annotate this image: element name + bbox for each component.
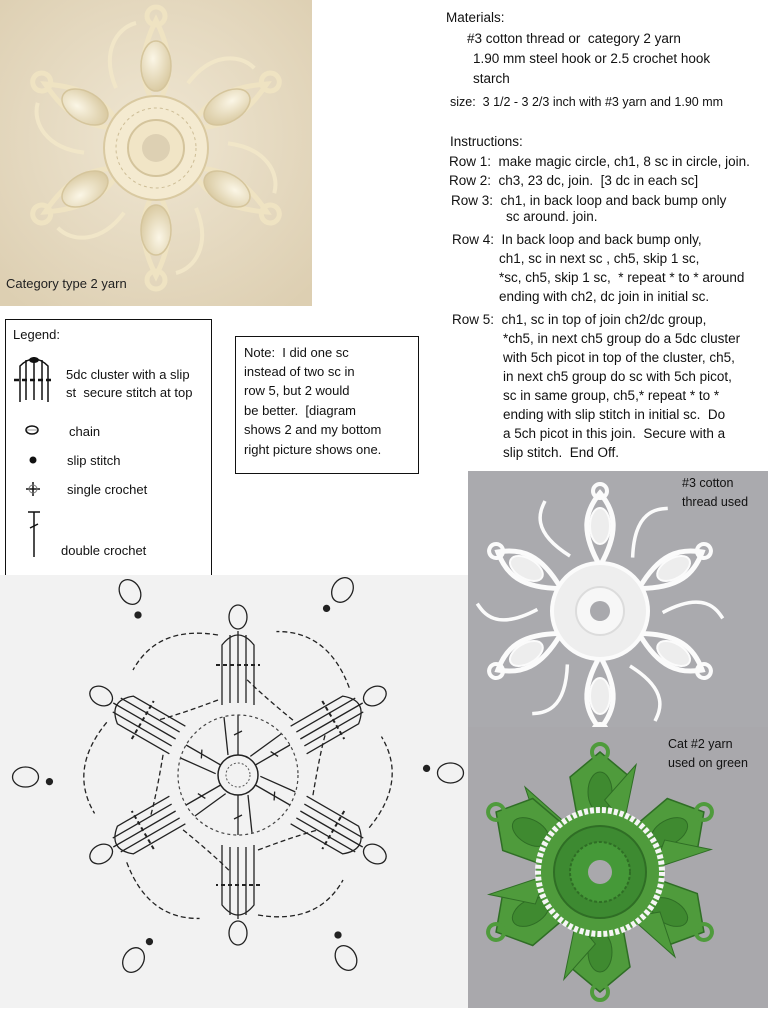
note-line: right picture shows one. [244,442,382,457]
legend-cluster-label: st secure stitch at top [66,385,193,400]
note-line: be better. [diagram [244,403,357,418]
row-5: Row 5: ch1, sc in top of join ch2/dc group, [452,312,707,327]
white-photo-caption: #3 cotton [682,476,734,490]
legend-symbols [12,352,56,582]
legend-cluster-label: 5dc cluster with a slip [66,367,190,382]
slip-stitch-icon [30,457,37,464]
legend-single-label: single crochet [67,482,148,497]
row-5-cont: ending with slip stitch in initial sc. Do [503,407,726,422]
cream-snowflake-photo [0,0,312,306]
materials-heading: Materials: [446,10,505,25]
instructions-heading: Instructions: [450,134,523,149]
row-1: Row 1: make magic circle, ch1, 8 sc in circle, join. [449,154,750,169]
row-2: Row 2: ch3, 23 dc, join. [3 dc in each sc] [449,173,699,188]
single-crochet-icon [26,482,40,496]
cream-snowflake-image [0,0,312,306]
row-3-cont: sc around. join. [506,209,598,224]
chain-icon [26,426,38,434]
note-line: shows 2 and my bottom [244,422,382,437]
row-5-cont: a 5ch picot in this join. Secure with a [503,426,726,441]
crochet-diagram [0,575,468,1008]
row-4-cont: ch1, sc in next sc , ch5, skip 1 sc, [499,251,700,266]
row-4: Row 4: In back loop and back bump only, [452,232,702,247]
note-line: instead of two sc in [244,364,355,379]
row-3: Row 3: ch1, in back loop and back bump only [451,193,727,208]
legend-chain-label: chain [69,424,101,439]
green-photo-caption: Cat #2 yarn [668,737,733,751]
legend-slip-label: slip stitch [67,453,121,468]
double-crochet-icon [28,512,40,557]
materials-line: starch [473,71,510,86]
legend-box [5,319,212,576]
row-5-cont: slip stitch. End Off. [503,445,620,460]
note-line: row 5, but 2 would [244,383,350,398]
white-snowflake-photo [468,471,768,743]
note-box [235,336,419,474]
legend-title: Legend: [13,327,60,342]
materials-line: 1.90 mm steel hook or 2.5 crochet hook [473,51,711,66]
green-snowflake-photo [468,727,768,1008]
row-5-cont: *ch5, in next ch5 group do a 5dc cluster [503,331,741,346]
green-photo-caption: used on green [668,756,748,770]
size-line: size: 3 1/2 - 3 2/3 inch with #3 yarn and 1.90 mm [450,95,724,109]
note-line: Note: I did one sc [244,345,349,360]
row-5-cont: with 5ch picot in top of the cluster, ch5, [503,350,735,365]
cluster-icon [14,357,54,402]
row-4-cont: ending with ch2, dc join in initial sc. [499,289,710,304]
white-snowflake-image [468,471,768,743]
legend-double-label: double crochet [61,543,147,558]
row-5-cont: in next ch5 group do sc with 5ch picot, [503,369,732,384]
cream-photo-caption: Category type 2 yarn [6,276,127,291]
row-4-cont: *sc, ch5, skip 1 sc, * repeat * to * around [499,270,745,285]
row-5-cont: sc in same group, ch5,* repeat * to * [503,388,720,403]
materials-line: #3 cotton thread or category 2 yarn [467,31,681,46]
crochet-diagram-chart [0,575,468,1008]
white-photo-caption: thread used [682,495,749,509]
